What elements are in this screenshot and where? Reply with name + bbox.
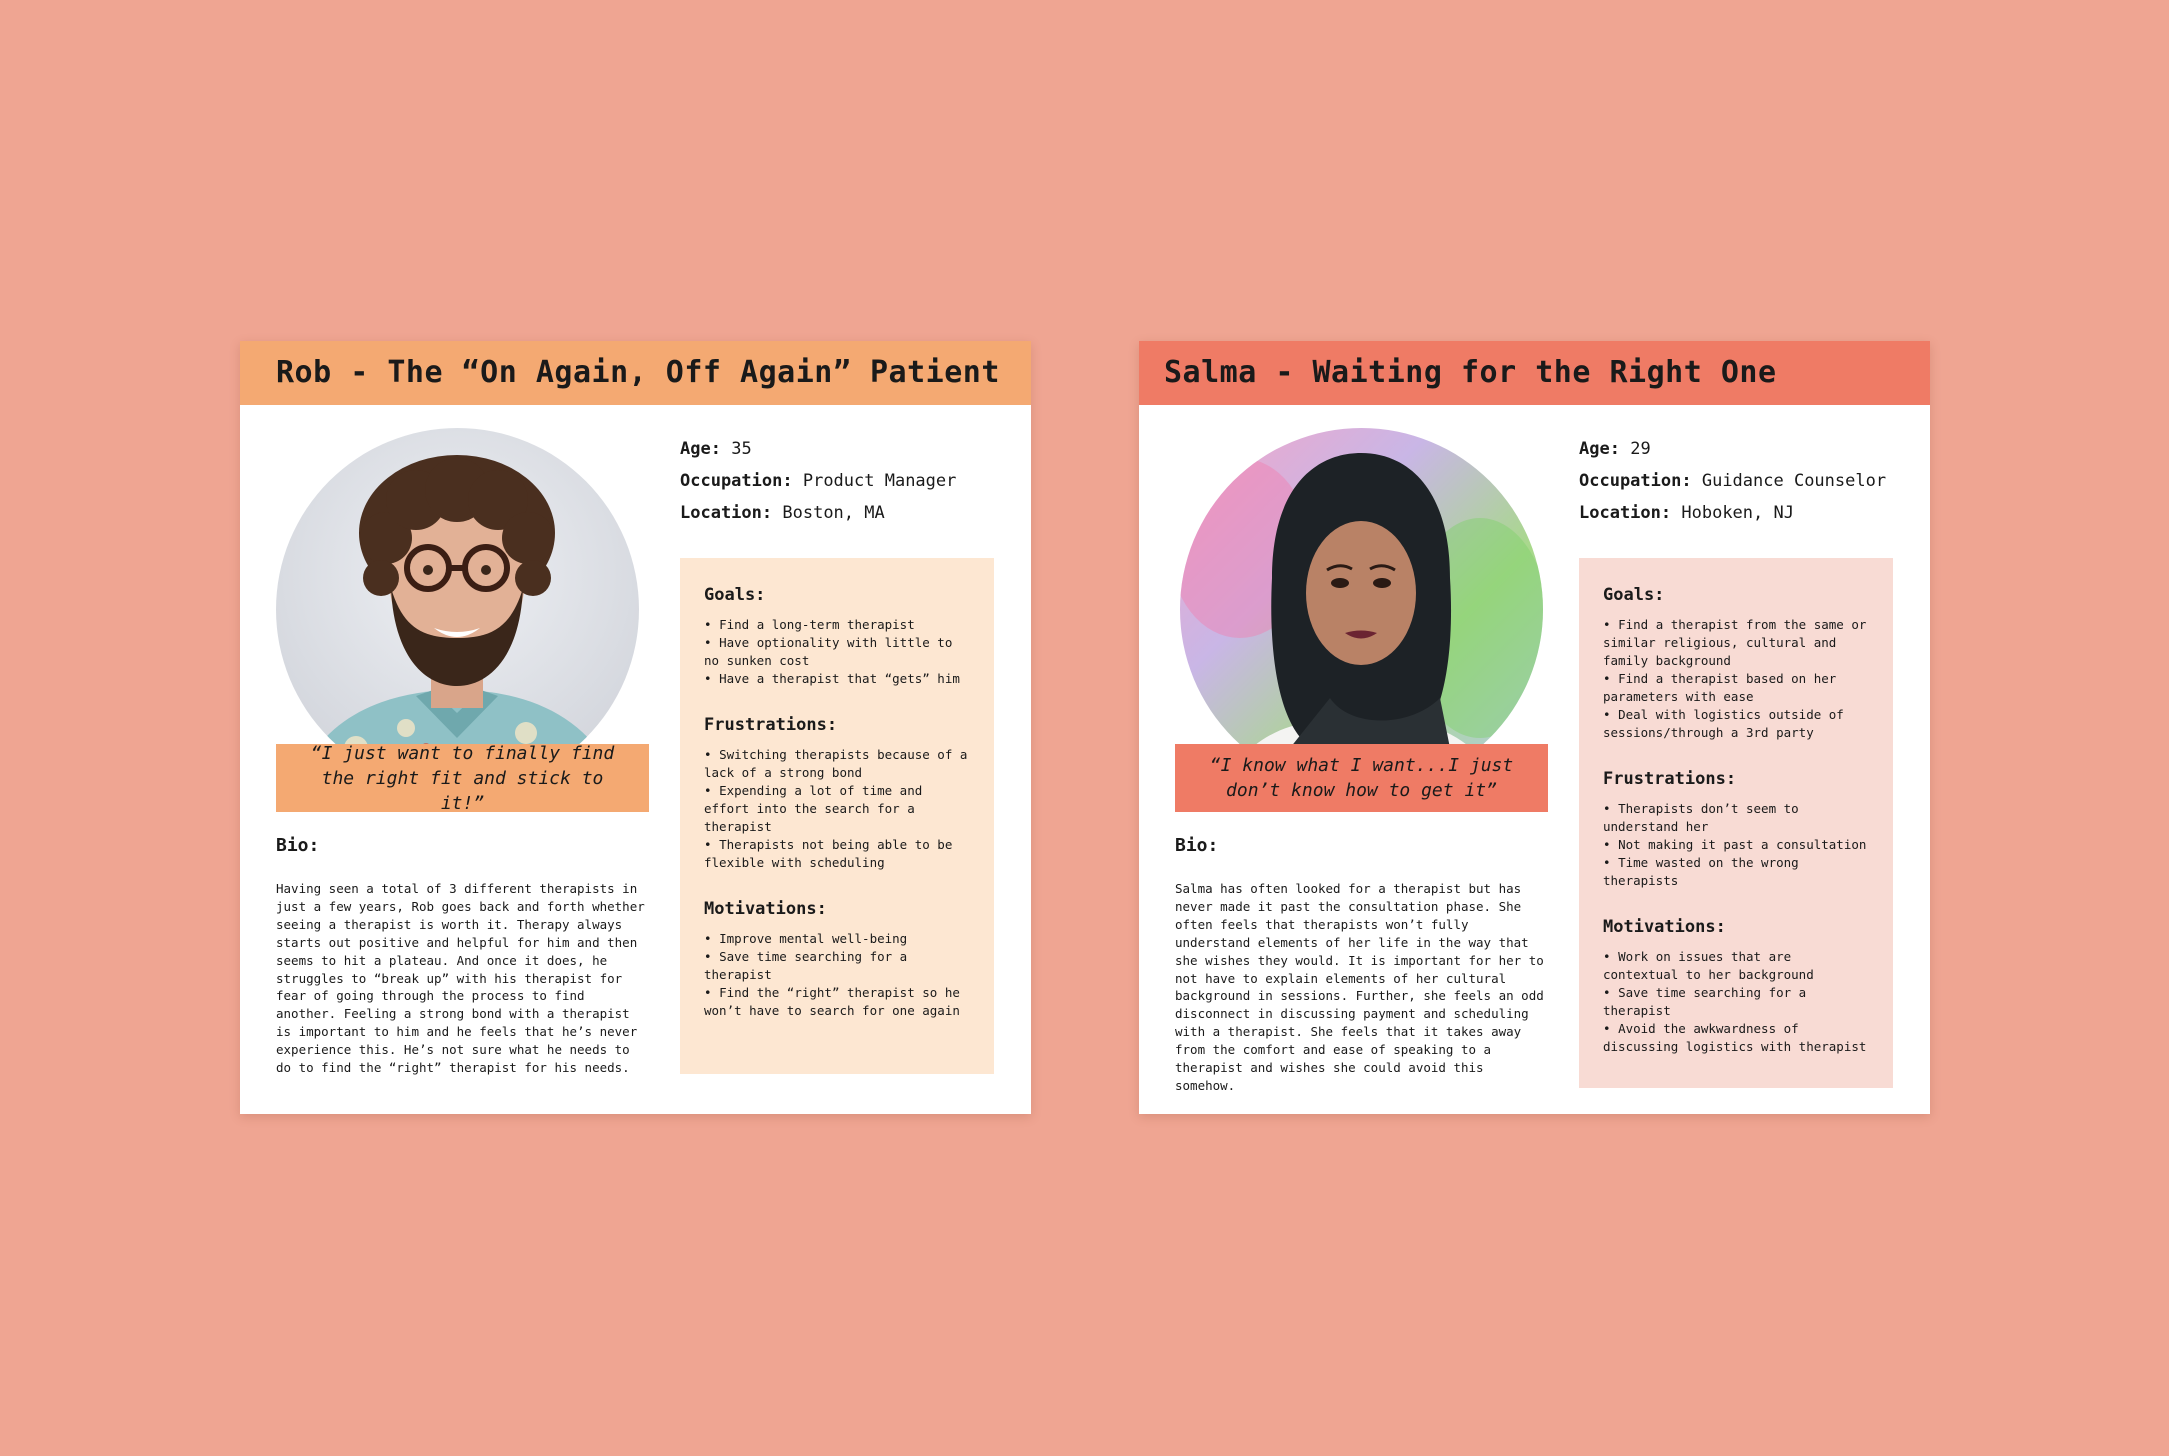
list-item: • Save time searching for a therapist: [1603, 984, 1869, 1020]
card-header: [1139, 341, 1930, 405]
card-header: [240, 341, 1031, 405]
goals-heading: Goals:: [1603, 585, 1665, 605]
list-item: • Have optionality with little to no sunken cost: [704, 634, 970, 670]
list-item: • Find a therapist from the same or similar religious, cultural and family background: [1603, 616, 1869, 670]
details-panel: [680, 558, 994, 1074]
bio-heading: Bio:: [276, 835, 320, 856]
motivations-list: [1603, 948, 1869, 1056]
list-item: • Deal with logistics outside of sessions/through a 3rd party: [1603, 706, 1869, 742]
list-item: • Save time searching for a therapist: [704, 948, 970, 984]
list-item: • Therapists not being able to be flexible with scheduling: [704, 836, 970, 872]
occupation-value: Product Manager: [802, 471, 957, 491]
persona-photo: [276, 428, 639, 791]
details-panel: [1579, 558, 1893, 1088]
frustrations-heading: Frustrations:: [704, 715, 838, 735]
list-item: • Find a therapist based on her parameters with ease: [1603, 670, 1869, 706]
occupation-label: Occupation:: [680, 471, 793, 491]
location-label: Location:: [1579, 503, 1672, 523]
goals-list: [1603, 616, 1869, 742]
goals-heading: Goals:: [704, 585, 766, 605]
persona-card-rob: [240, 341, 1031, 1114]
occupation-fact: [1579, 465, 1909, 497]
list-item: • Switching therapists because of a lack of a strong bond: [704, 746, 970, 782]
location-fact: [680, 497, 1010, 529]
occupation-label: Occupation:: [1579, 471, 1692, 491]
list-item: • Not making it past a consultation: [1603, 836, 1869, 854]
list-item: • Find a long-term therapist: [704, 616, 970, 634]
persona-facts: [680, 433, 1010, 529]
occupation-value: Guidance Counselor: [1701, 471, 1887, 491]
man-portrait-icon: [276, 428, 639, 791]
list-item: • Improve mental well-being: [704, 930, 970, 948]
persona-photo: [1180, 428, 1543, 791]
age-fact: [1579, 433, 1909, 465]
list-item: • Time wasted on the wrong therapists: [1603, 854, 1869, 890]
motivations-list: [704, 930, 970, 1020]
persona-quote: “I just want to finally find the right fit and stick to it!”: [276, 744, 649, 812]
age-value: 35: [731, 439, 752, 459]
woman-portrait-icon: [1180, 428, 1543, 791]
list-item: • Have a therapist that “gets” him: [704, 670, 970, 688]
list-item: • Work on issues that are contextual to her background: [1603, 948, 1869, 984]
list-item: • Avoid the awkwardness of discussing logistics with therapist: [1603, 1020, 1869, 1056]
frustrations-list: [704, 746, 970, 872]
list-item: • Expending a lot of time and effort into the search for a therapist: [704, 782, 970, 836]
list-item: • Find the “right” therapist so he won’t have to search for one again: [704, 984, 970, 1020]
persona-quote: “I know what I want...I just don’t know how to get it”: [1175, 744, 1548, 812]
motivations-heading: Motivations:: [1603, 917, 1726, 937]
location-label: Location:: [680, 503, 773, 523]
age-fact: [680, 433, 1010, 465]
list-item: • Therapists don’t seem to understand her: [1603, 800, 1869, 836]
location-value: Boston, MA: [782, 503, 885, 523]
frustrations-heading: Frustrations:: [1603, 769, 1737, 789]
occupation-fact: [680, 465, 1010, 497]
location-value: Hoboken, NJ: [1681, 503, 1794, 523]
frustrations-list: [1603, 800, 1869, 890]
bio-heading: Bio:: [1175, 835, 1219, 856]
location-fact: [1579, 497, 1909, 529]
age-value: 29: [1630, 439, 1651, 459]
bio-text: Having seen a total of 3 different therapists in just a few years, Rob goes back and forth whether seeing a therapist is worth it. Therapy always starts out positive and helpful for him and then seems to hit a plateau. And once it does, he struggles to “break up” with his therapist for fear of going through the process to find another. Feeling a strong bond with a therapist is important to him and he feels that he’s never experience this. He’s not sure what he needs to do to find the “right” therapist for his needs.: [276, 881, 645, 1076]
persona-title: Rob - The “On Again, Off Again” Patient: [276, 355, 1000, 390]
persona-facts: [1579, 433, 1909, 529]
goals-list: [704, 616, 970, 688]
age-label: Age:: [680, 439, 721, 459]
motivations-heading: Motivations:: [704, 899, 827, 919]
persona-card-salma: [1139, 341, 1930, 1114]
age-label: Age:: [1579, 439, 1620, 459]
bio-text: Salma has often looked for a therapist but has never made it past the consultation phase. She often feels that therapists won’t fully understand elements of her life in the way that she wishes they would. It is important for her to not have to explain elements of her cultural background in sessions. Further, she feels an odd disconnect in discussing payment and scheduling with a therapist. She feels that it takes away from the comfort and ease of speaking to a therapist and wishes she could avoid this somehow.: [1175, 881, 1544, 1093]
persona-title: Salma - Waiting for the Right One: [1164, 355, 1777, 390]
